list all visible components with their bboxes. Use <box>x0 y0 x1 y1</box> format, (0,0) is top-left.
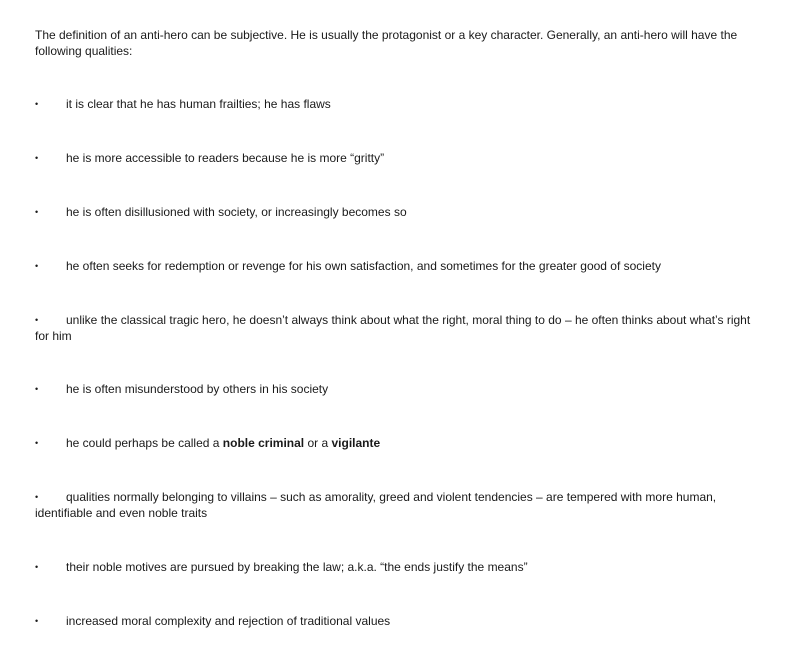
bullet-icon: • <box>35 261 39 271</box>
list-item <box>35 489 755 521</box>
list-item-text: it is clear that he has human frailties; he has flaws <box>66 97 331 111</box>
list-item <box>35 435 755 451</box>
list-item <box>35 204 755 220</box>
list-item-text: he is more accessible to readers because he is more “gritty” <box>66 151 385 165</box>
bullet-icon: • <box>35 384 39 394</box>
list-item <box>35 312 755 344</box>
list-item <box>35 150 755 166</box>
list-item-text: or a <box>304 436 332 450</box>
list-item <box>35 96 755 112</box>
bullet-icon: • <box>35 492 39 502</box>
bullet-icon: • <box>35 562 39 572</box>
bold-term-noble-criminal: noble criminal <box>222 436 305 450</box>
list-item-text: he could perhaps be called a <box>66 436 223 450</box>
list-item-text: he is often misunderstood by others in his society <box>66 382 329 396</box>
list-item-text: he often seeks for redemption or revenge for his own satisfaction, and sometimes for the greater good of society <box>66 259 661 273</box>
bullet-icon: • <box>35 315 39 325</box>
list-item-text: unlike the classical tragic hero, he doesn’t always think about what the right, moral thing to do – he often thinks about what’s right for him <box>35 313 751 343</box>
list-item-text: qualities normally belonging to villains – such as amorality, greed and violent tendencies – are tempered with more human, identifiable and even noble traits <box>35 490 717 520</box>
bold-term-vigilante: vigilante <box>331 436 381 450</box>
bullet-icon: • <box>35 99 39 109</box>
list-item <box>35 559 755 575</box>
list-item-text: their noble motives are pursued by breaking the law; a.k.a. “the ends justify the means” <box>66 560 528 574</box>
list-item <box>35 613 755 629</box>
bullet-icon: • <box>35 207 39 217</box>
bullet-icon: • <box>35 438 39 448</box>
document-body <box>35 27 755 628</box>
bullet-icon: • <box>35 616 39 626</box>
intro-paragraph: The definition of an anti-hero can be subjective. He is usually the protagonist or a key character. Generally, an anti-hero will have the following qualities: <box>35 28 738 58</box>
list-item-text: increased moral complexity and rejection of traditional values <box>66 614 391 628</box>
list-item <box>35 381 755 397</box>
bullet-icon: • <box>35 153 39 163</box>
list-item <box>35 258 755 274</box>
list-item-text: he is often disillusioned with society, or increasingly becomes so <box>66 205 407 219</box>
